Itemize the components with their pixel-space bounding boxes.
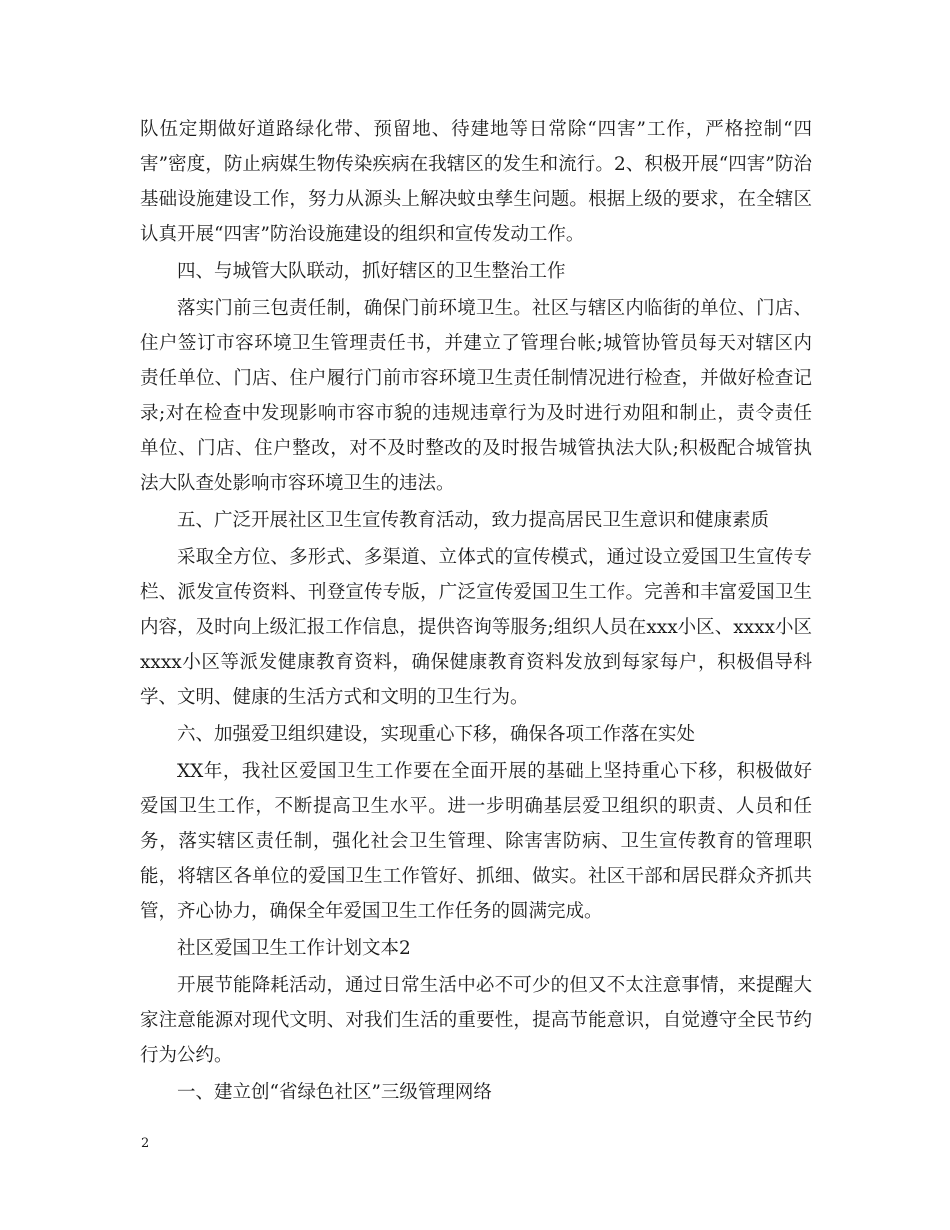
paragraph-2: 落实门前三包责任制，确保门前环境卫生。社区与辖区内临街的单位、门店、住户签订市容环境卫生管理责任书，并建立了管理台帐;城管协管员每天对辖区内责任单位、门店、住户履行门前市容环境卫生责任制情况进行检查，并做好检查记录;对在检查中发现影响市容市貌的违规违章行为及时进行劝阻和制止，责令责任单位、门店、住户整改，对不及时整改的及时报告城管执法大队;积极配合城管执法大队查处影响市容环境卫生的违法。 <box>140 298 812 494</box>
paragraph-3: 采取全方位、多形式、多渠道、立体式的宣传模式，通过设立爱国卫生宣传专栏、派发宣传资料、刊登宣传专版，广泛宣传爱国卫生工作。完善和丰富爱国卫生内容，及时向上级汇报工作信息，提供咨询等服务;组织人员在xxx小区、xxxx小区xxxx小区等派发健康教育资料，确保健康教育资料发放到每家每户，积极倡导科学、文明、健康的生活方式和文明的卫生行为。 <box>140 547 812 708</box>
paragraph-5: 开展节能降耗活动，通过日常生活中必不可少的但又不太注意事情，来提醒大家注意能源对现代文明、对我们生活的重要性，提高节能意识，自觉遵守全民节约行为公约。 <box>140 975 812 1066</box>
page-number: 2 <box>141 1136 150 1151</box>
section-heading-4: 四、与城管大队联动，抓好辖区的卫生整治工作 <box>177 261 566 282</box>
paragraph-4: XX年，我社区爱国卫生工作要在全面开展的基础上坚持重心下移，积极做好爱国卫生工作，不断提高卫生水平。进一步明确基层爱卫组织的职责、人员和任务，落实辖区责任制，强化社会卫生管理、除害害防病、卫生宣传教育的管理职能，将辖区各单位的爱国卫生工作管好、抓细、做实。社区干部和居民群众齐抓共管，齐心协力，确保全年爱国卫生工作任务的圆满完成。 <box>140 761 812 922</box>
section-heading-6: 六、加强爱卫组织建设，实现重心下移，确保各项工作落在实处 <box>177 724 696 745</box>
document-body <box>140 112 812 1112</box>
section-heading-5: 五、广泛开展社区卫生宣传教育活动，致力提高居民卫生意识和健康素质 <box>177 510 770 531</box>
paragraph-1: 队伍定期做好道路绿化带、预留地、待建地等日常除“四害”工作，严格控制“四害”密度，防止病媒生物传染疾病在我辖区的发生和流行。2、积极开展“四害”防治基础设施建设工作，努力从源头上解决蚊虫孳生问题。根据上级的要求，在全辖区认真开展“四害”防治设施建设的组织和宣传发动工作。 <box>140 119 812 245</box>
document-subtitle: 社区爱国卫生工作计划文本2 <box>177 938 411 959</box>
section-heading-1: 一、建立创“省绿色社区”三级管理网络 <box>177 1082 492 1103</box>
